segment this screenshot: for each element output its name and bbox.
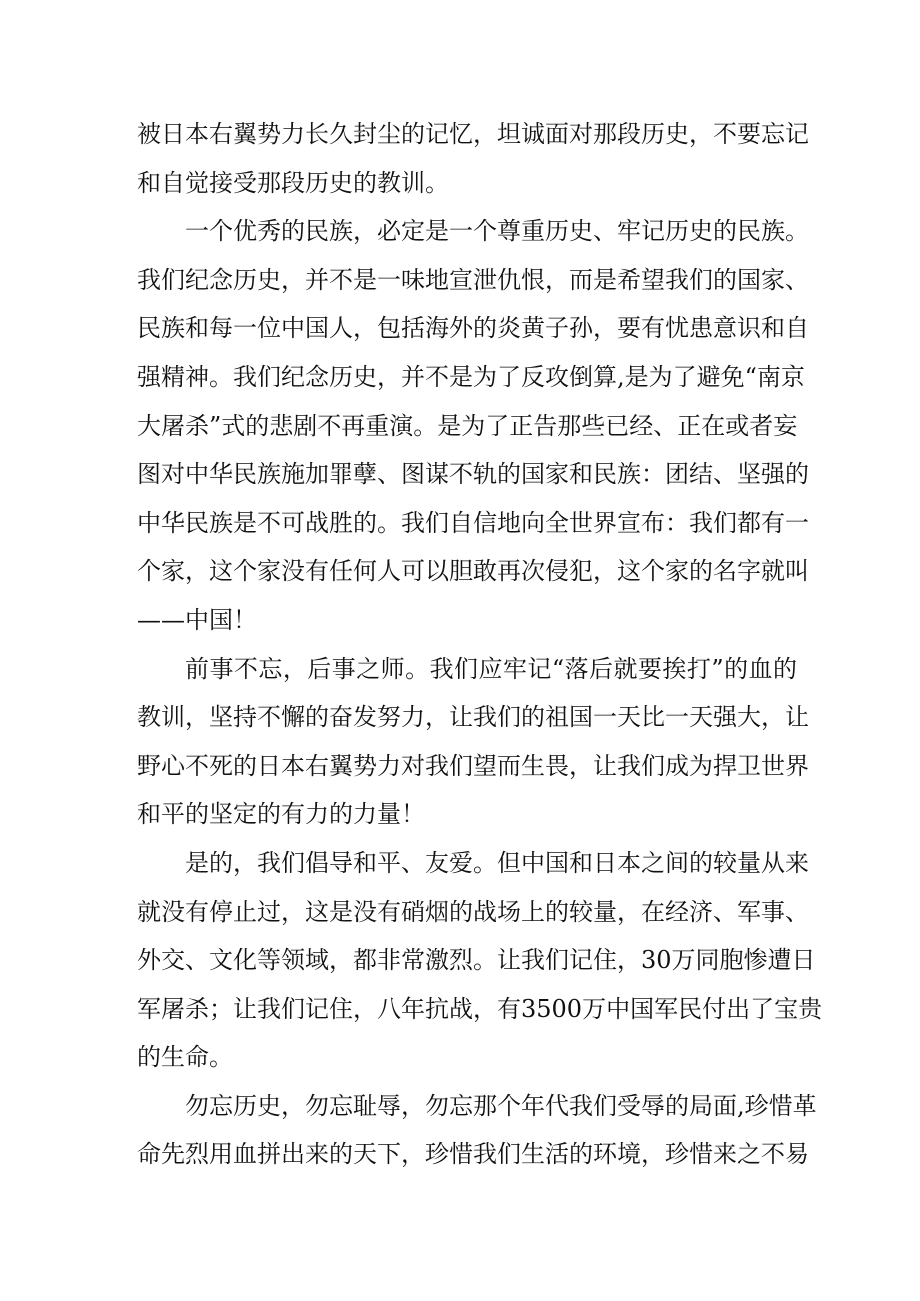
text-line: 民族和每一位中国人，包括海外的炎黄子孙，要有忧患意识和自 — [137, 314, 809, 343]
text-line: 的生命。 — [137, 1043, 233, 1072]
text-line: ——中国！ — [137, 605, 257, 634]
text-line: 教训，坚持不懈的奋发努力，让我们的祖国一天比一天强大，让 — [137, 703, 809, 732]
text-line: 个家，这个家没有任何人可以胆敢再次侵犯，这个家的名字就叫 — [137, 557, 809, 586]
text-line: 中华民族是不可战胜的。我们自信地向全世界宣布：我们都有一 — [137, 508, 809, 537]
text-line: 一个优秀的民族，必定是一个尊重历史、牢记历史的民族。 — [185, 217, 809, 246]
text-line: 是的，我们倡导和平、友爱。但中国和日本之间的较量从来 — [185, 848, 809, 877]
text-line: 和自觉接受那段历史的教训。 — [137, 168, 449, 197]
text-line: 命先烈用血拼出来的天下，珍惜我们生活的环境，珍惜来之不易 — [137, 1140, 809, 1169]
text-line: 前事不忘，后事之师。我们应牢记“落后就要挨打”的血的 — [185, 654, 797, 683]
text-line: 强精神。我们纪念历史，并不是为了反攻倒算,是为了避免“南京 — [137, 362, 805, 391]
text-line: 勿忘历史，勿忘耻辱，勿忘那个年代我们受辱的局面,珍惜革 — [185, 1091, 817, 1120]
text-line: 就没有停止过，这是没有硝烟的战场上的较量，在经济、军事、 — [137, 897, 809, 926]
text-line: 和平的坚定的有力的力量！ — [137, 800, 425, 829]
text-line: 被日本右翼势力长久封尘的记忆，坦诚面对那段历史，不要忘记 — [137, 120, 809, 148]
text-line: 我们纪念历史，并不是一味地宣泄仇恨，而是希望我们的国家、 — [137, 265, 809, 294]
text-line: 图对中华民族施加罪孽、图谋不轨的国家和民族：团结、坚强的 — [137, 460, 809, 489]
text-line: 军屠杀；让我们记住，八年抗战，有3500万中国军民付出了宝贵 — [137, 994, 823, 1023]
body-text — [137, 110, 823, 1179]
text-line: 大屠杀”式的悲剧不再重演。是为了正告那些已经、正在或者妄 — [137, 411, 798, 440]
text-line: 野心不死的日本右翼势力对我们望而生畏，让我们成为捍卫世界 — [137, 751, 809, 780]
text-line: 外交、文化等领域，都非常激烈。让我们记住，30万同胞惨遭日 — [137, 946, 816, 975]
